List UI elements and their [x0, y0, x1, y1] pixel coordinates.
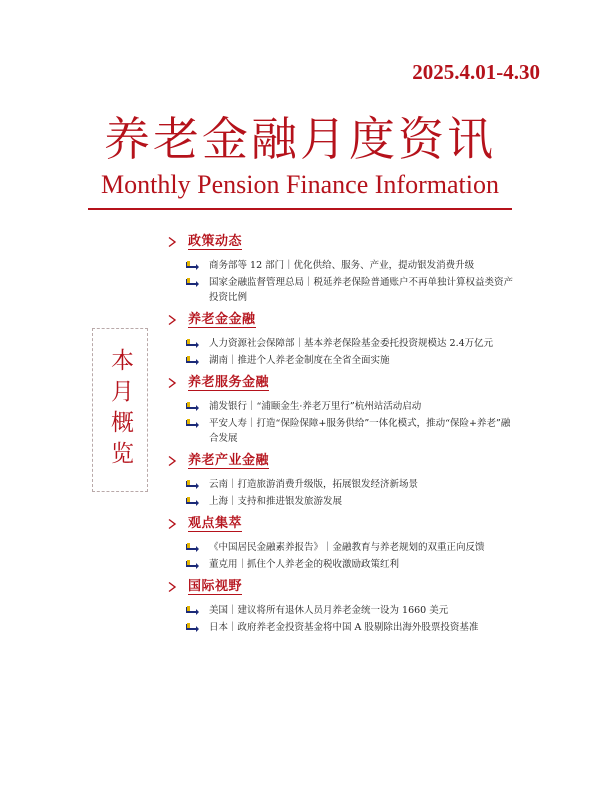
- list-item-text: 美国｜建议将所有退休人员月养老金统一设为 1660 美元: [209, 605, 449, 616]
- list-item: [186, 494, 516, 509]
- section-title[interactable]: 养老产业金融: [188, 453, 270, 468]
- chevron-right-icon: [166, 377, 178, 389]
- section: [166, 373, 516, 446]
- list-item-text: 上海｜支持和推进银发旅游发展: [209, 496, 343, 507]
- list-item-text: 商务部等 12 部门｜优化供给、服务、产业，提动银发消费升级: [209, 260, 475, 271]
- section-title[interactable]: 养老服务金融: [188, 375, 270, 390]
- title-divider: [88, 208, 512, 210]
- arrow-bullet-icon: [186, 356, 199, 366]
- arrow-bullet-icon: [186, 543, 199, 553]
- list-item: [186, 477, 516, 492]
- list-item: [186, 258, 516, 273]
- page-subtitle: Monthly Pension Finance Information: [101, 170, 499, 199]
- chevron-right-icon: [166, 581, 178, 593]
- chevron-right-icon: [166, 236, 178, 248]
- list-item-text: 董克用｜抓住个人养老金的税收激励政策红利: [209, 559, 400, 570]
- list-item: [186, 275, 516, 305]
- list-item: [186, 353, 516, 368]
- section: [166, 232, 516, 305]
- section-header: [166, 451, 516, 471]
- arrow-bullet-icon: [186, 606, 199, 616]
- overview-box: [92, 328, 148, 492]
- list-item: [186, 620, 516, 635]
- chevron-right-icon: [166, 455, 178, 467]
- list-item-text: 日本｜政府养老金投资基金将中国 A 股剔除出海外股票投资基准: [209, 622, 479, 633]
- section-header: [166, 514, 516, 534]
- section: [166, 451, 516, 509]
- list-item-text: 浦发银行｜“浦颐金生·养老万里行”杭州站活动启动: [209, 401, 422, 412]
- list-item-text: 湖南｜推进个人养老金制度在全省全面实施: [209, 355, 390, 366]
- section-title[interactable]: 养老金金融: [188, 312, 256, 327]
- arrow-bullet-icon: [186, 480, 199, 490]
- arrow-bullet-icon: [186, 497, 199, 507]
- arrow-bullet-icon: [186, 339, 199, 349]
- list-item: [186, 416, 516, 446]
- section-title[interactable]: 观点集萃: [188, 516, 243, 531]
- list-item: [186, 557, 516, 572]
- arrow-bullet-icon: [186, 419, 199, 429]
- overview-label: 本月概览: [107, 348, 133, 472]
- arrow-bullet-icon: [186, 278, 199, 288]
- arrow-bullet-icon: [186, 261, 199, 271]
- date-range: 2025.4.01-4.30: [412, 60, 540, 84]
- list-item: [186, 336, 516, 351]
- arrow-bullet-icon: [186, 402, 199, 412]
- list-item: [186, 399, 516, 414]
- list-item-text: 平安人寿｜打造“保险保障+服务供给”一体化模式，推动“保险+养老”融合发展: [209, 418, 511, 444]
- chevron-right-icon: [166, 518, 178, 530]
- section: [166, 514, 516, 572]
- contents-list: [166, 232, 516, 640]
- section-header: [166, 310, 516, 330]
- list-item: [186, 540, 516, 555]
- section: [166, 577, 516, 635]
- arrow-bullet-icon: [186, 560, 199, 570]
- list-item: [186, 603, 516, 618]
- section: [166, 310, 516, 368]
- page-title: 养老金融月度资讯: [104, 112, 496, 166]
- chevron-right-icon: [166, 314, 178, 326]
- section-title[interactable]: 政策动态: [188, 234, 243, 249]
- section-header: [166, 373, 516, 393]
- section-header: [166, 232, 516, 252]
- list-item-text: 《中国居民金融素养报告》｜金融教育与养老规划的双重正向反馈: [209, 542, 485, 553]
- list-item-text: 云南｜打造旅游消费升级版，拓展银发经济新场景: [209, 479, 419, 490]
- section-header: [166, 577, 516, 597]
- list-item-text: 人力资源社会保障部｜基本养老保险基金委托投资规模达 2.4万亿元: [209, 338, 494, 349]
- section-title[interactable]: 国际视野: [188, 579, 243, 594]
- arrow-bullet-icon: [186, 623, 199, 633]
- list-item-text: 国家金融监督管理总局｜税延养老保险普通账户不再单独计算权益类资产投资比例: [209, 277, 514, 303]
